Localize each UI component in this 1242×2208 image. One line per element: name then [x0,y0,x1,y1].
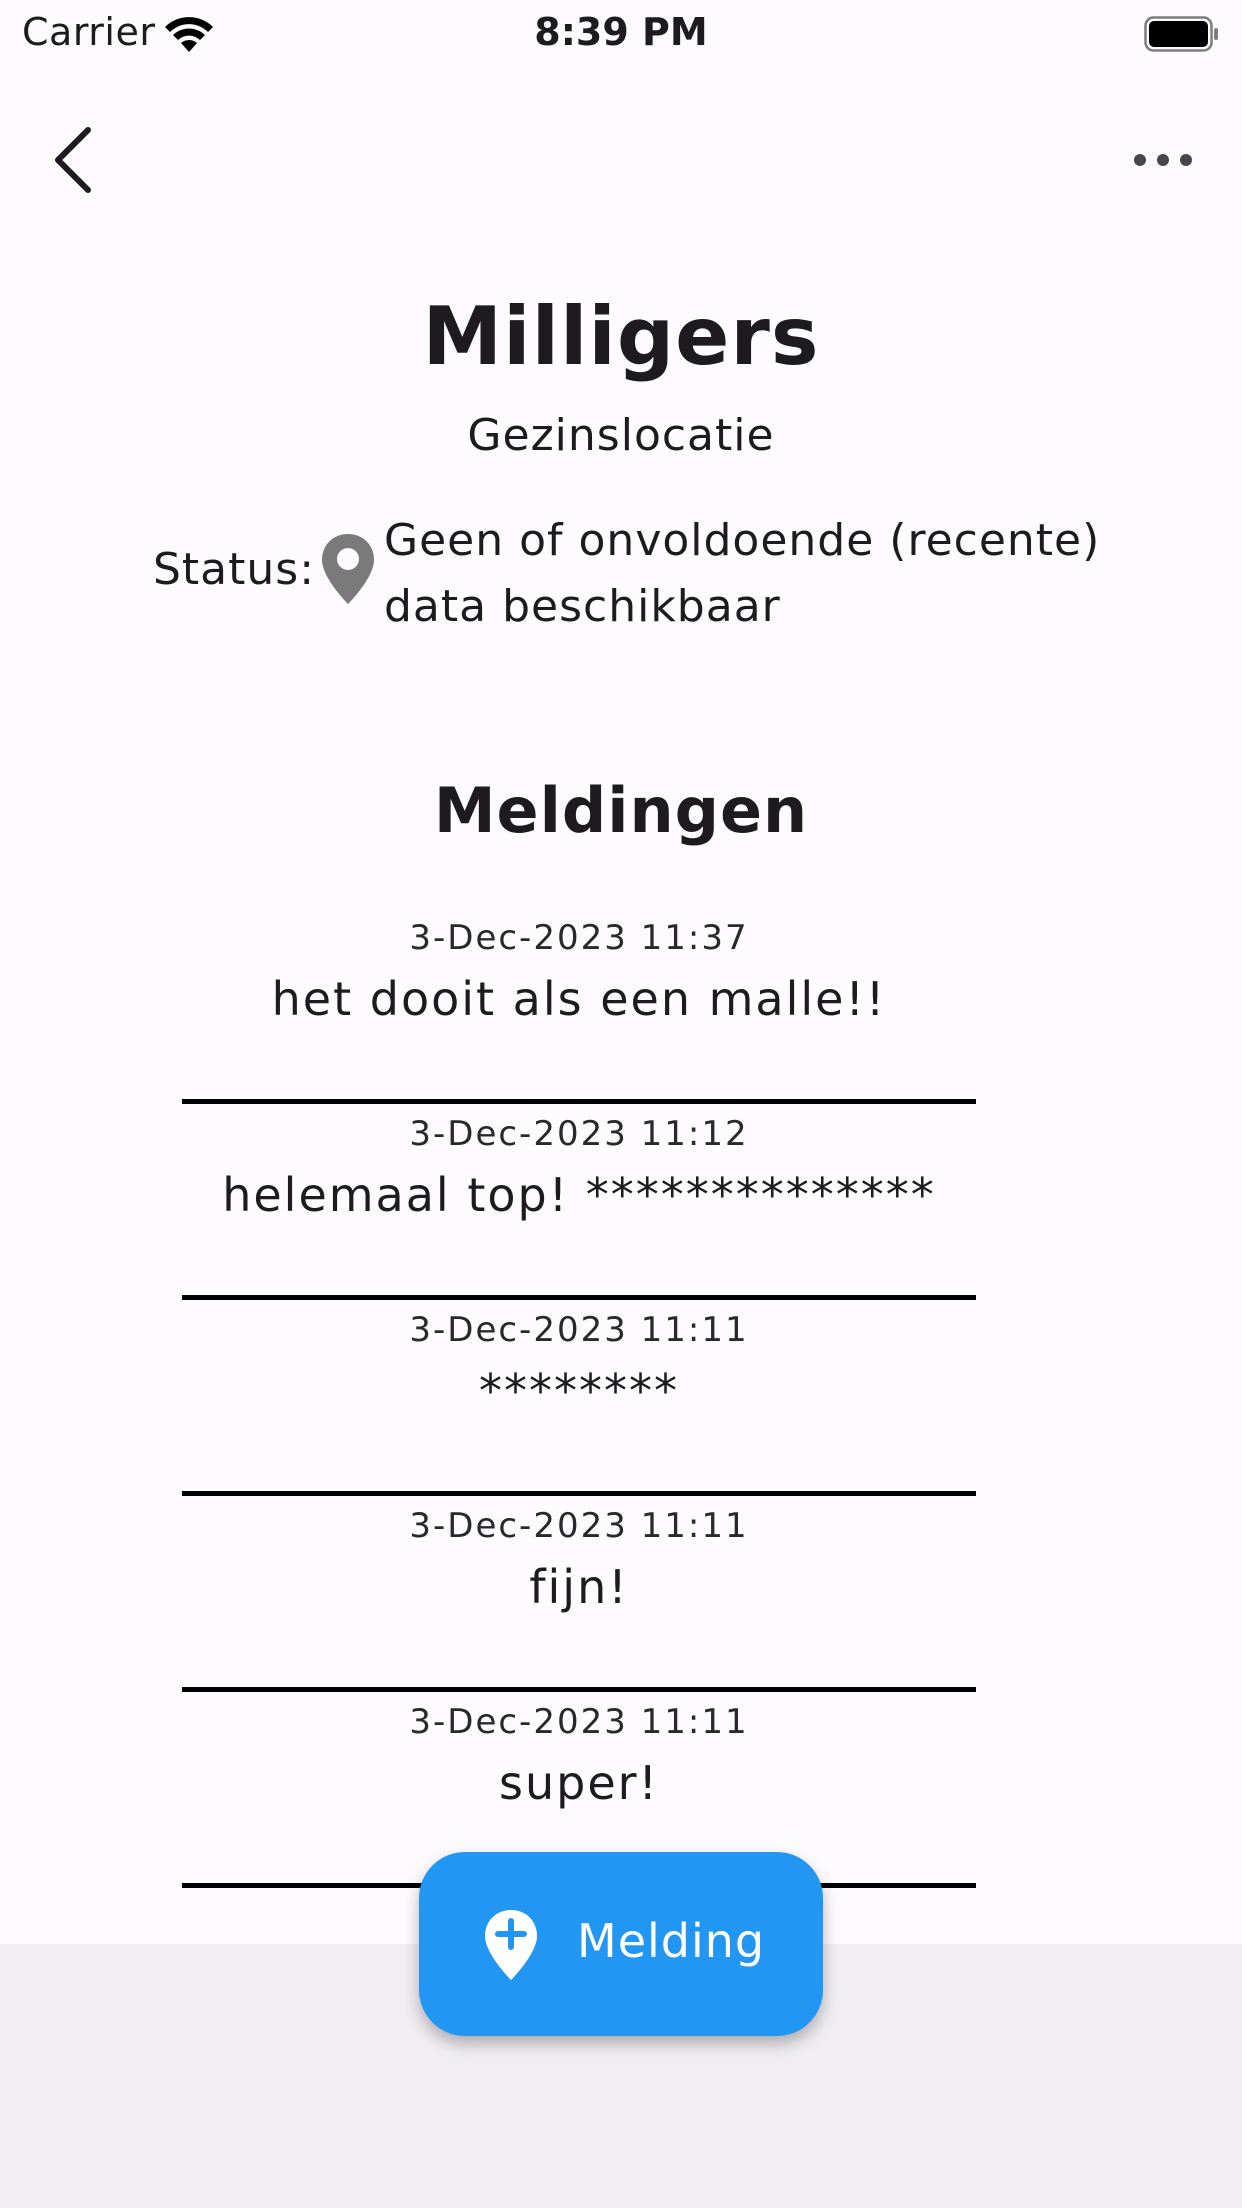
item-date: 3-Dec-2023 11:12 [409,1114,749,1154]
list-item[interactable] [182,1300,976,1496]
item-date: 3-Dec-2023 11:37 [409,918,749,958]
item-text: fijn! [529,1560,629,1614]
item-text: super! [499,1756,659,1810]
item-date: 3-Dec-2023 11:11 [409,1506,749,1546]
add-melding-button[interactable] [419,1852,823,2036]
fab-label: Melding [577,1914,766,1968]
status-time: 8:39 PM [534,10,708,54]
add-location-icon [483,1908,539,1982]
list-item[interactable] [182,1104,976,1300]
item-date: 3-Dec-2023 11:11 [409,1702,749,1742]
notifications-title: Meldingen [433,774,809,847]
status-label: Status: [153,544,316,595]
list-item[interactable] [182,908,976,1104]
map-pin-icon [320,532,376,606]
list-item[interactable] [182,1496,976,1692]
item-text: ******** [479,1364,679,1418]
status-bar [0,0,1242,66]
status-text: Geen of onvoldoende (recente) data beschikbaar [384,515,1101,632]
page-subtitle: Gezinslocatie [467,410,775,461]
more-options-button[interactable] [1124,120,1204,200]
app-bar [0,100,1242,220]
chevron-left-icon [36,120,116,200]
item-date: 3-Dec-2023 11:11 [409,1310,749,1350]
item-text: helemaal top! ************** [222,1168,936,1222]
page-title: Milligers [422,290,820,383]
back-button[interactable] [36,120,116,200]
more-horizontal-icon [1124,120,1204,200]
carrier-name: Carrier [22,10,156,54]
battery-icon [1144,16,1220,52]
item-text: het dooit als een malle!! [271,972,887,1026]
notifications-list [182,908,976,1888]
